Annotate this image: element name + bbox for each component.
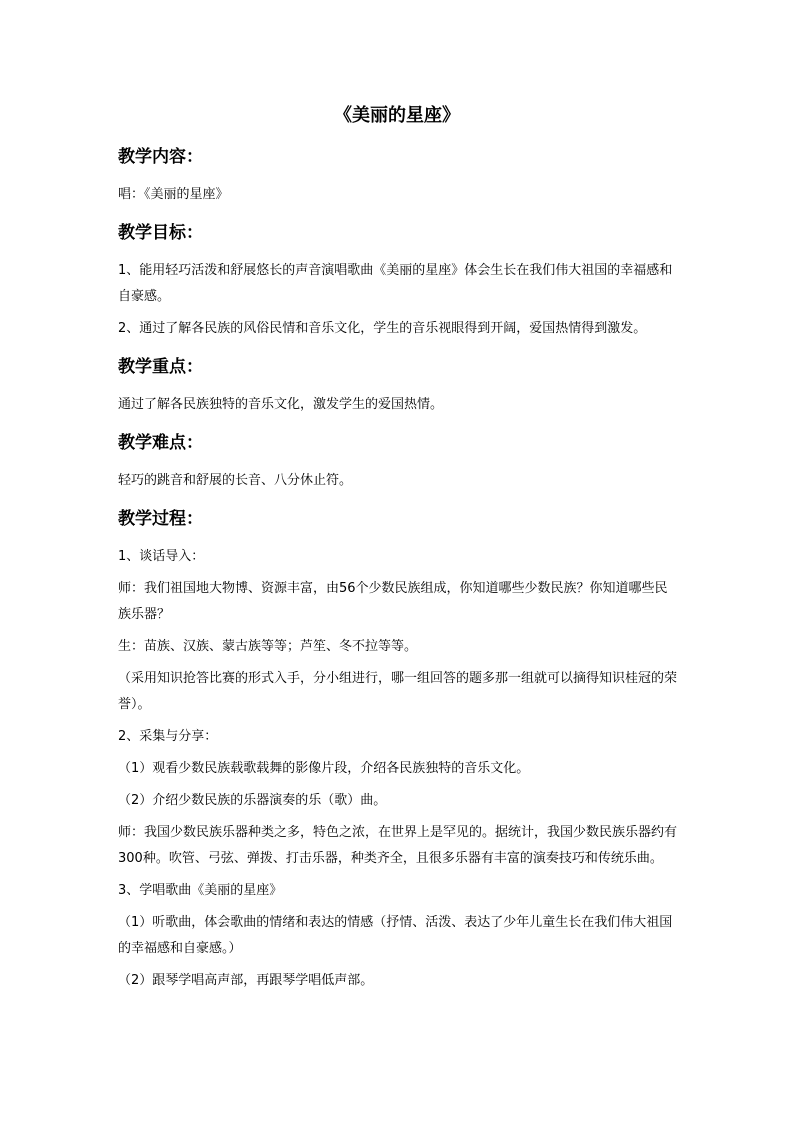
goals-paragraph-1: 1、能用轻巧活泼和舒展悠长的声音演唱歌曲《美丽的星座》体会生长在我们伟大祖国的幸福感和自豪感。 — [118, 263, 673, 304]
difficulties-paragraph: 轻巧的跳音和舒展的长音、八分休止符。 — [118, 473, 353, 488]
process-paragraph-10: （1）听歌曲，体会歌曲的情绪和表达的情感（抒情、活泼、表达了少年儿童生长在我们伟大祖国的幸福感和自豪感。） — [118, 915, 673, 956]
document-title: 《美丽的星座》 — [334, 105, 460, 126]
section-heading-process: 教学过程： — [118, 509, 203, 529]
process-paragraph-1: 1、谈话导入： — [118, 549, 205, 564]
process-paragraph-2: 师：我们祖国地大物博、资源丰富，由56个少数民族组成，你知道哪些少数民族？你知道哪些民族乐器？ — [118, 581, 668, 622]
section-heading-difficulties: 教学难点： — [118, 433, 203, 453]
section-heading-content: 教学内容： — [118, 147, 203, 167]
section-heading-goals: 教学目标： — [118, 223, 203, 243]
process-paragraph-6: （1）观看少数民族载歌载舞的影像片段，介绍各民族独特的音乐文化。 — [118, 761, 530, 776]
process-paragraph-5: 2、采集与分享： — [118, 729, 218, 744]
process-paragraph-11: （2）跟琴学唱高声部，再跟琴学唱低声部。 — [118, 973, 374, 988]
key-points-paragraph: 通过了解各民族独特的音乐文化，激发学生的爱国热情。 — [118, 397, 444, 412]
section-heading-key-points: 教学重点： — [118, 357, 203, 377]
process-paragraph-8: 师：我国少数民族乐器种类之多，特色之浓，在世界上是罕见的。据统计，我国少数民族乐器约有300种。吹管、弓弦、弹拨、打击乐器，种类齐全，且很多乐器有丰富的演奏技巧和传统乐曲。 — [118, 825, 678, 866]
process-paragraph-3: 生：苗族、汉族、蒙古族等等；芦笙、冬不拉等等。 — [118, 639, 418, 654]
document-body — [118, 144, 678, 1000]
process-paragraph-4: （采用知识抢答比赛的形式入手，分小组进行，哪一组回答的题多那一组就可以摘得知识桂冠的荣誉）。 — [118, 671, 678, 712]
process-paragraph-9: 3、学唱歌曲《美丽的星座》 — [118, 883, 283, 898]
process-paragraph-7: （2）介绍少数民族的乐器演奏的乐（歌）曲。 — [118, 793, 387, 808]
content-paragraph: 唱：《美丽的星座》 — [118, 187, 229, 202]
goals-paragraph-2: 2、通过了解各民族的风俗民情和音乐文化，学生的音乐视眼得到开阔，爱国热情得到激发。 — [118, 321, 647, 336]
